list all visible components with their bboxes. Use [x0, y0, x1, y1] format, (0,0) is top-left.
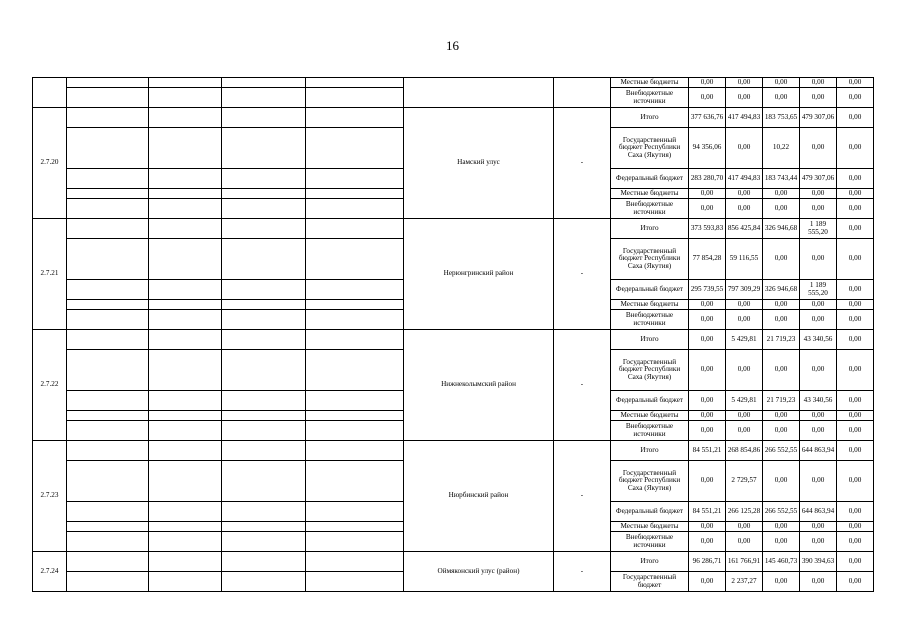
- empty-cell: [306, 239, 404, 280]
- source-cell: Внебюджетные источники: [611, 421, 689, 441]
- empty-cell: [67, 330, 149, 350]
- value-cell: 0,00: [763, 310, 800, 330]
- empty-cell: [67, 219, 149, 239]
- value-cell: 0,00: [837, 572, 874, 592]
- empty-cell: [306, 88, 404, 108]
- value-cell: 0,00: [726, 421, 763, 441]
- value-cell: 59 116,55: [726, 239, 763, 280]
- empty-cell: [67, 421, 149, 441]
- empty-cell: [306, 330, 404, 350]
- value-cell: 0,00: [837, 391, 874, 411]
- dash-cell: -: [554, 108, 611, 219]
- empty-cell: [67, 189, 149, 199]
- empty-cell: [149, 330, 222, 350]
- value-cell: 856 425,84: [726, 219, 763, 239]
- value-cell: 84 551,21: [689, 441, 726, 461]
- value-cell: 0,00: [689, 199, 726, 219]
- value-cell: 5 429,81: [726, 391, 763, 411]
- value-cell: 43 340,56: [800, 330, 837, 350]
- empty-cell: [306, 522, 404, 532]
- value-cell: 183 753,65: [763, 108, 800, 128]
- value-cell: 0,00: [726, 532, 763, 552]
- empty-cell: [306, 572, 404, 592]
- empty-cell: [306, 280, 404, 300]
- value-cell: 0,00: [837, 532, 874, 552]
- empty-cell: [222, 441, 306, 461]
- empty-cell: [149, 350, 222, 391]
- value-cell: 0,00: [689, 330, 726, 350]
- empty-cell: [306, 391, 404, 411]
- table-row: [33, 441, 874, 461]
- empty-cell: [222, 522, 306, 532]
- empty-cell: [67, 391, 149, 411]
- empty-cell: [222, 88, 306, 108]
- source-cell: Государственный бюджет Республики Саха (Якутия): [611, 239, 689, 280]
- empty-cell: [306, 310, 404, 330]
- empty-cell: [222, 552, 306, 572]
- source-cell: Итого: [611, 108, 689, 128]
- source-cell: Внебюджетные источники: [611, 199, 689, 219]
- empty-cell: [67, 522, 149, 532]
- value-cell: 77 854,28: [689, 239, 726, 280]
- value-cell: 0,00: [837, 461, 874, 502]
- source-cell: Итого: [611, 219, 689, 239]
- empty-cell: [67, 310, 149, 330]
- value-cell: 0,00: [726, 78, 763, 88]
- empty-cell: [222, 502, 306, 522]
- empty-cell: [222, 189, 306, 199]
- empty-cell: [149, 461, 222, 502]
- value-cell: 0,00: [689, 421, 726, 441]
- value-cell: 0,00: [837, 502, 874, 522]
- empty-cell: [67, 128, 149, 169]
- district-cell: [404, 78, 554, 108]
- value-cell: 0,00: [837, 280, 874, 300]
- table-row: [33, 552, 874, 572]
- source-cell: Итого: [611, 552, 689, 572]
- value-cell: 0,00: [763, 572, 800, 592]
- value-cell: 0,00: [800, 461, 837, 502]
- value-cell: 0,00: [837, 219, 874, 239]
- district-cell: Нижнеколымский район: [404, 330, 554, 441]
- empty-cell: [222, 108, 306, 128]
- empty-cell: [67, 532, 149, 552]
- source-cell: Местные бюджеты: [611, 189, 689, 199]
- empty-cell: [222, 572, 306, 592]
- value-cell: 0,00: [837, 441, 874, 461]
- value-cell: 268 854,86: [726, 441, 763, 461]
- empty-cell: [306, 219, 404, 239]
- value-cell: 96 286,71: [689, 552, 726, 572]
- value-cell: 0,00: [837, 350, 874, 391]
- source-cell: Внебюджетные источники: [611, 532, 689, 552]
- value-cell: 2 729,57: [726, 461, 763, 502]
- empty-cell: [306, 199, 404, 219]
- dash-cell: -: [554, 219, 611, 330]
- value-cell: 644 863,94: [800, 441, 837, 461]
- value-cell: 0,00: [689, 411, 726, 421]
- value-cell: 0,00: [763, 300, 800, 310]
- value-cell: 145 460,73: [763, 552, 800, 572]
- value-cell: 21 719,23: [763, 330, 800, 350]
- value-cell: 0,00: [800, 239, 837, 280]
- value-cell: 0,00: [689, 461, 726, 502]
- value-cell: 0,00: [800, 310, 837, 330]
- empty-cell: [222, 411, 306, 421]
- empty-cell: [67, 411, 149, 421]
- value-cell: 84 551,21: [689, 502, 726, 522]
- empty-cell: [149, 310, 222, 330]
- value-cell: 0,00: [689, 572, 726, 592]
- empty-cell: [306, 441, 404, 461]
- source-cell: Государственный бюджет Республики Саха (Якутия): [611, 461, 689, 502]
- value-cell: 0,00: [689, 310, 726, 330]
- empty-cell: [149, 108, 222, 128]
- value-cell: 266 552,55: [763, 502, 800, 522]
- value-cell: 377 636,76: [689, 108, 726, 128]
- empty-cell: [306, 461, 404, 502]
- value-cell: 0,00: [800, 300, 837, 310]
- empty-cell: [306, 78, 404, 88]
- value-cell: 295 739,55: [689, 280, 726, 300]
- empty-cell: [149, 421, 222, 441]
- value-cell: 0,00: [689, 78, 726, 88]
- empty-cell: [149, 78, 222, 88]
- empty-cell: [149, 169, 222, 189]
- source-cell: Федеральный бюджет: [611, 169, 689, 189]
- value-cell: 0,00: [689, 88, 726, 108]
- value-cell: 0,00: [726, 128, 763, 169]
- district-cell: Нерюнгринский район: [404, 219, 554, 330]
- value-cell: 0,00: [689, 532, 726, 552]
- source-cell: Местные бюджеты: [611, 522, 689, 532]
- value-cell: 0,00: [837, 169, 874, 189]
- empty-cell: [306, 300, 404, 310]
- empty-cell: [222, 78, 306, 88]
- empty-cell: [67, 461, 149, 502]
- value-cell: 0,00: [763, 88, 800, 108]
- empty-cell: [222, 300, 306, 310]
- value-cell: 0,00: [837, 552, 874, 572]
- value-cell: 0,00: [800, 522, 837, 532]
- value-cell: 94 356,06: [689, 128, 726, 169]
- value-cell: 0,00: [800, 189, 837, 199]
- value-cell: 0,00: [837, 300, 874, 310]
- dash-cell: [554, 78, 611, 108]
- value-cell: 0,00: [726, 189, 763, 199]
- value-cell: 0,00: [689, 391, 726, 411]
- empty-cell: [222, 350, 306, 391]
- value-cell: 5 429,81: [726, 330, 763, 350]
- empty-cell: [222, 199, 306, 219]
- empty-cell: [306, 108, 404, 128]
- value-cell: 0,00: [800, 411, 837, 421]
- value-cell: 390 394,63: [800, 552, 837, 572]
- value-cell: 479 307,06: [800, 108, 837, 128]
- code-cell: 2.7.20: [33, 108, 67, 219]
- value-cell: 0,00: [837, 78, 874, 88]
- value-cell: 0,00: [800, 421, 837, 441]
- empty-cell: [149, 219, 222, 239]
- empty-cell: [67, 441, 149, 461]
- value-cell: 0,00: [763, 421, 800, 441]
- empty-cell: [222, 128, 306, 169]
- value-cell: 0,00: [837, 421, 874, 441]
- value-cell: 479 307,06: [800, 169, 837, 189]
- empty-cell: [67, 239, 149, 280]
- empty-cell: [222, 330, 306, 350]
- empty-cell: [67, 169, 149, 189]
- value-cell: 0,00: [726, 350, 763, 391]
- value-cell: 1 189 555,20: [800, 219, 837, 239]
- empty-cell: [149, 502, 222, 522]
- value-cell: 0,00: [726, 411, 763, 421]
- value-cell: 0,00: [763, 522, 800, 532]
- code-cell: [33, 78, 67, 108]
- empty-cell: [67, 572, 149, 592]
- budget-table: [32, 77, 874, 592]
- value-cell: 21 719,23: [763, 391, 800, 411]
- district-cell: Нюрбинский район: [404, 441, 554, 552]
- value-cell: 10,22: [763, 128, 800, 169]
- empty-cell: [306, 411, 404, 421]
- value-cell: 0,00: [726, 310, 763, 330]
- value-cell: 0,00: [763, 411, 800, 421]
- value-cell: 326 946,68: [763, 280, 800, 300]
- empty-cell: [222, 421, 306, 441]
- source-cell: Федеральный бюджет: [611, 280, 689, 300]
- value-cell: 0,00: [689, 300, 726, 310]
- empty-cell: [222, 391, 306, 411]
- value-cell: 0,00: [800, 88, 837, 108]
- empty-cell: [67, 78, 149, 88]
- value-cell: 0,00: [726, 88, 763, 108]
- value-cell: 0,00: [837, 189, 874, 199]
- source-cell: Местные бюджеты: [611, 300, 689, 310]
- empty-cell: [67, 280, 149, 300]
- empty-cell: [149, 391, 222, 411]
- value-cell: 0,00: [763, 461, 800, 502]
- page-number: 16: [446, 38, 459, 53]
- empty-cell: [222, 219, 306, 239]
- value-cell: 0,00: [837, 108, 874, 128]
- empty-cell: [149, 552, 222, 572]
- value-cell: 0,00: [800, 572, 837, 592]
- empty-cell: [222, 532, 306, 552]
- value-cell: 0,00: [763, 199, 800, 219]
- table-row: [33, 78, 874, 88]
- empty-cell: [306, 189, 404, 199]
- value-cell: 0,00: [726, 522, 763, 532]
- value-cell: 644 863,94: [800, 502, 837, 522]
- empty-cell: [306, 502, 404, 522]
- empty-cell: [149, 441, 222, 461]
- value-cell: 266 125,28: [726, 502, 763, 522]
- value-cell: 0,00: [689, 189, 726, 199]
- value-cell: 0,00: [837, 199, 874, 219]
- value-cell: 2 237,27: [726, 572, 763, 592]
- empty-cell: [67, 502, 149, 522]
- value-cell: 283 280,70: [689, 169, 726, 189]
- code-cell: 2.7.22: [33, 330, 67, 441]
- empty-cell: [149, 522, 222, 532]
- value-cell: 0,00: [763, 78, 800, 88]
- code-cell: 2.7.24: [33, 552, 67, 592]
- empty-cell: [306, 128, 404, 169]
- dash-cell: -: [554, 441, 611, 552]
- source-cell: Федеральный бюджет: [611, 502, 689, 522]
- value-cell: 1 189 555,20: [800, 280, 837, 300]
- value-cell: 0,00: [726, 199, 763, 219]
- value-cell: 161 766,91: [726, 552, 763, 572]
- value-cell: 0,00: [837, 88, 874, 108]
- code-cell: 2.7.23: [33, 441, 67, 552]
- district-cell: Оймяконский улус (район): [404, 552, 554, 592]
- empty-cell: [67, 199, 149, 219]
- value-cell: 0,00: [800, 128, 837, 169]
- value-cell: 0,00: [689, 522, 726, 532]
- source-cell: Местные бюджеты: [611, 411, 689, 421]
- empty-cell: [149, 88, 222, 108]
- value-cell: 0,00: [837, 330, 874, 350]
- empty-cell: [149, 532, 222, 552]
- dash-cell: -: [554, 330, 611, 441]
- source-cell: Внебюджетные источники: [611, 88, 689, 108]
- value-cell: 0,00: [800, 199, 837, 219]
- source-cell: Федеральный бюджет: [611, 391, 689, 411]
- empty-cell: [149, 239, 222, 280]
- value-cell: 417 494,83: [726, 169, 763, 189]
- value-cell: 266 552,55: [763, 441, 800, 461]
- value-cell: 797 309,29: [726, 280, 763, 300]
- empty-cell: [149, 128, 222, 169]
- source-cell: Местные бюджеты: [611, 78, 689, 88]
- value-cell: 0,00: [726, 300, 763, 310]
- empty-cell: [222, 169, 306, 189]
- value-cell: 0,00: [800, 78, 837, 88]
- empty-cell: [222, 310, 306, 330]
- empty-cell: [306, 532, 404, 552]
- source-cell: Государственный бюджет: [611, 572, 689, 592]
- empty-cell: [67, 552, 149, 572]
- value-cell: 43 340,56: [800, 391, 837, 411]
- source-cell: Итого: [611, 330, 689, 350]
- code-cell: 2.7.21: [33, 219, 67, 330]
- empty-cell: [306, 169, 404, 189]
- table-row: [33, 108, 874, 128]
- empty-cell: [149, 189, 222, 199]
- empty-cell: [67, 108, 149, 128]
- empty-cell: [149, 280, 222, 300]
- source-cell: Итого: [611, 441, 689, 461]
- empty-cell: [149, 199, 222, 219]
- value-cell: 0,00: [837, 128, 874, 169]
- value-cell: 0,00: [800, 532, 837, 552]
- value-cell: 417 494,83: [726, 108, 763, 128]
- value-cell: 183 743,44: [763, 169, 800, 189]
- value-cell: 0,00: [763, 239, 800, 280]
- empty-cell: [149, 300, 222, 310]
- empty-cell: [149, 572, 222, 592]
- empty-cell: [306, 421, 404, 441]
- value-cell: 0,00: [689, 350, 726, 391]
- table-row: [33, 330, 874, 350]
- empty-cell: [67, 300, 149, 310]
- empty-cell: [222, 239, 306, 280]
- value-cell: 0,00: [837, 310, 874, 330]
- value-cell: 373 593,83: [689, 219, 726, 239]
- value-cell: 0,00: [763, 350, 800, 391]
- source-cell: Внебюджетные источники: [611, 310, 689, 330]
- source-cell: Государственный бюджет Республики Саха (Якутия): [611, 350, 689, 391]
- value-cell: 0,00: [763, 189, 800, 199]
- empty-cell: [222, 461, 306, 502]
- value-cell: 0,00: [837, 239, 874, 280]
- value-cell: 0,00: [837, 522, 874, 532]
- value-cell: 0,00: [763, 532, 800, 552]
- dash-cell: -: [554, 552, 611, 592]
- value-cell: 0,00: [800, 350, 837, 391]
- source-cell: Государственный бюджет Республики Саха (Якутия): [611, 128, 689, 169]
- empty-cell: [67, 88, 149, 108]
- district-cell: Намский улус: [404, 108, 554, 219]
- empty-cell: [306, 552, 404, 572]
- table-row: [33, 219, 874, 239]
- empty-cell: [149, 411, 222, 421]
- value-cell: 326 946,68: [763, 219, 800, 239]
- value-cell: 0,00: [837, 411, 874, 421]
- empty-cell: [306, 350, 404, 391]
- empty-cell: [67, 350, 149, 391]
- empty-cell: [222, 280, 306, 300]
